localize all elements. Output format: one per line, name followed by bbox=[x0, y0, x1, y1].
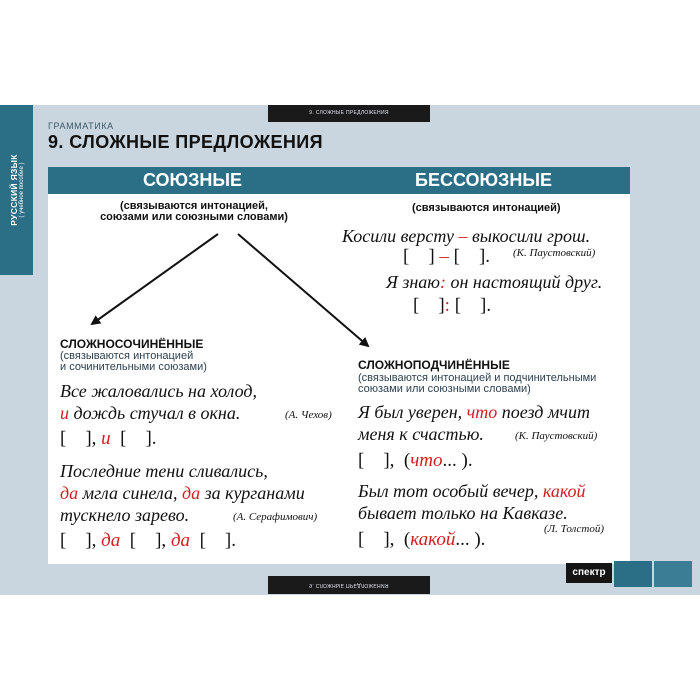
source-verstu: (К. Паустовский) bbox=[513, 247, 596, 259]
kicker: ГРАММАТИКА bbox=[48, 121, 114, 131]
sentence-text: поезд мчит bbox=[497, 402, 590, 422]
heading-asyndetic: БЕССОЮЗНЫЕ bbox=[415, 170, 552, 190]
scheme-conjunction: да bbox=[101, 530, 121, 551]
subordinate-note bbox=[358, 373, 596, 395]
spine-label bbox=[9, 154, 25, 225]
scheme-part: [ ], ( bbox=[358, 450, 411, 471]
sentence-text: выкосили грош. bbox=[467, 226, 591, 246]
dash-mark: – bbox=[458, 226, 468, 246]
example-chekhov-line: Все жаловались на холод, bbox=[60, 381, 257, 401]
example-chekhov-line bbox=[60, 403, 240, 424]
scheme-part: [ ] bbox=[403, 246, 440, 267]
coordinate-note-line: и сочинительными союзами) bbox=[60, 361, 207, 373]
bottom-tab-label: 9. СЛОЖНЫЕ ПРЕДЛОЖЕНИЯ bbox=[268, 576, 430, 594]
example-vecher-line bbox=[358, 481, 586, 502]
coordinate-heading: СЛОЖНОСОЧИНЁННЫЕ bbox=[60, 337, 204, 351]
conjunctive-note-line: союзами или союзными словами) bbox=[100, 211, 288, 223]
conjunction: и bbox=[60, 403, 69, 423]
heading-conjunctive: СОЮЗНЫЕ bbox=[143, 170, 243, 190]
example-znayu bbox=[386, 272, 602, 293]
scheme-part: [ ], bbox=[60, 428, 102, 449]
scheme-chekhov bbox=[60, 428, 157, 450]
arrow-to-subordinate bbox=[238, 234, 368, 346]
scheme-part: [ ]. bbox=[449, 295, 492, 316]
scheme-part: ... ). bbox=[442, 450, 473, 471]
publisher-info-block bbox=[614, 561, 652, 587]
sentence-text: Я знаю bbox=[386, 272, 440, 292]
coordinate-note-line: (связываются интонацией bbox=[60, 350, 194, 362]
sentence-text: мгла синела, bbox=[78, 483, 182, 503]
page-title: 9. СЛОЖНЫЕ ПРЕДЛОЖЕНИЯ bbox=[48, 132, 323, 152]
spine-title: РУССКИЙ ЯЗЫК bbox=[9, 154, 19, 226]
top-tab-label: 9. СЛОЖНЫЕ ПРЕДЛОЖЕНИЯ bbox=[268, 105, 430, 122]
scheme-verstu bbox=[403, 246, 490, 268]
subordinate-note-line: (связываются интонацией и подчинительными bbox=[358, 372, 597, 384]
source-vecher: (Л. Толстой) bbox=[544, 523, 604, 535]
spine-subtitle: ( учебное пособие ) bbox=[19, 162, 25, 218]
sentence-text: дождь стучал в окна. bbox=[69, 403, 241, 423]
sentence-text: за курганами bbox=[200, 483, 305, 503]
source-uveren: (К. Паустовский) bbox=[515, 430, 598, 442]
conjunctive-note-line: (связываются интонацией, bbox=[120, 200, 268, 212]
coordinate-note bbox=[60, 351, 207, 373]
scheme-dash: – bbox=[439, 246, 449, 267]
sentence-text: Косили версту bbox=[342, 226, 459, 246]
scheme-part: [ ]. bbox=[448, 246, 491, 267]
scheme-uveren bbox=[358, 450, 473, 472]
scheme-conjunction: да bbox=[170, 530, 191, 551]
scheme-conjunctive-word: какой bbox=[410, 529, 456, 550]
scheme-part: [ ], bbox=[120, 530, 171, 551]
subordinate-heading: СЛОЖНОПОДЧИНЁННЫЕ bbox=[358, 358, 510, 372]
arrow-to-coordinate bbox=[92, 234, 218, 324]
source-chekhov: (А. Чехов) bbox=[285, 409, 332, 421]
scheme-part: [ ], bbox=[60, 530, 102, 551]
scheme-part: [ ]. bbox=[190, 530, 236, 551]
example-uveren-line bbox=[358, 402, 590, 423]
source-serafimovich: (А. Серафимович) bbox=[233, 511, 318, 523]
conjunctive-word: какой bbox=[542, 481, 586, 501]
scheme-colon: : bbox=[444, 295, 450, 316]
subordinate-note-line: союзами или союзными словами) bbox=[358, 383, 531, 395]
asyndetic-note: (связываются интонацией) bbox=[412, 202, 561, 214]
example-verstu bbox=[342, 226, 590, 247]
sentence-text: Был тот особый вечер, bbox=[358, 481, 543, 501]
conjunction: да bbox=[181, 483, 201, 503]
publisher-info-block bbox=[654, 561, 692, 587]
scheme-part: [ ], ( bbox=[358, 529, 411, 550]
scheme-serafimovich bbox=[60, 530, 236, 552]
scheme-part: ... ). bbox=[455, 529, 486, 550]
sentence-text: Я был уверен, bbox=[358, 402, 467, 422]
sentence-text: он настоящий друг. bbox=[445, 272, 603, 292]
scheme-vecher bbox=[358, 529, 485, 551]
example-uveren-line: меня к счастью. bbox=[358, 424, 484, 444]
scheme-part: [ ]. bbox=[110, 428, 157, 449]
example-serafimovich-line: Последние тени сливались, bbox=[60, 461, 268, 481]
publisher-logo: спектр bbox=[566, 563, 612, 583]
example-serafimovich-line bbox=[60, 483, 305, 504]
scheme-conjunction: что bbox=[410, 450, 443, 471]
scheme-part: [ ] bbox=[413, 295, 445, 316]
conjunction: да bbox=[60, 483, 79, 503]
example-vecher-line: бывает только на Кавказе. bbox=[358, 503, 568, 523]
scheme-znayu bbox=[413, 295, 491, 317]
conjunction: что bbox=[466, 402, 498, 422]
example-serafimovich-line: тускнело зарево. bbox=[60, 505, 190, 525]
scheme-conjunction: и bbox=[101, 428, 111, 449]
colon-mark: : bbox=[439, 272, 446, 292]
